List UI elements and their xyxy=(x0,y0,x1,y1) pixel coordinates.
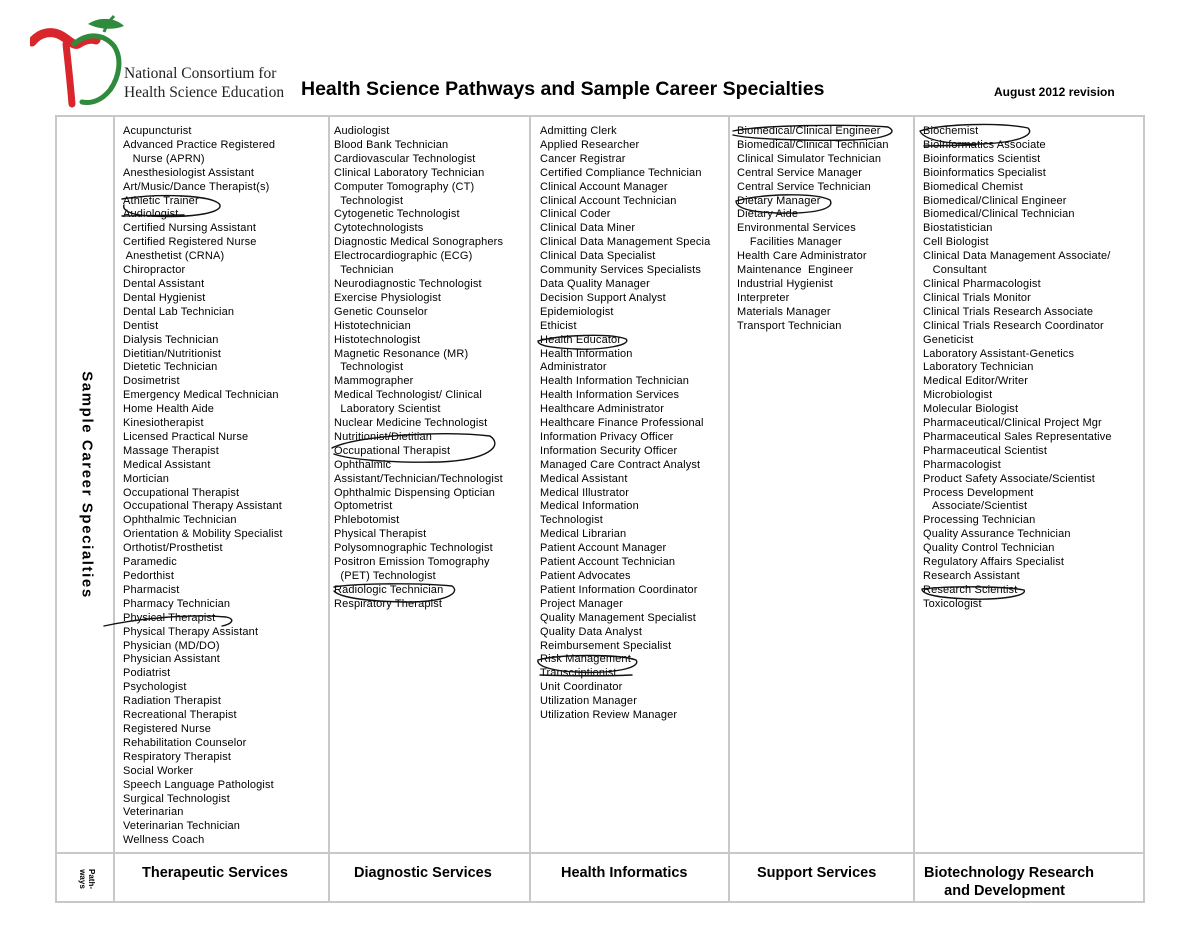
organization-name-line-1: National Consortium for xyxy=(124,65,277,82)
career-item: Quality Assurance Technician xyxy=(923,528,1071,541)
page-title: Health Science Pathways and Sample Career Specialties xyxy=(301,78,825,100)
career-item: Rehabilitation Counselor xyxy=(123,736,247,749)
career-item: Pharmaceutical Scientist xyxy=(923,444,1048,457)
career-item: Quality Control Technician xyxy=(923,542,1055,555)
career-item: Biomedical Chemist xyxy=(923,180,1023,193)
career-item: Regulatory Affairs Specialist xyxy=(923,556,1065,569)
career-item: Clinical Pharmacologist xyxy=(923,277,1041,290)
career-item: Transport Technician xyxy=(737,319,842,332)
career-item: Histotechnologist xyxy=(334,333,421,346)
career-item: Information Privacy Officer xyxy=(540,430,674,443)
career-item: Technologist xyxy=(540,514,603,527)
career-item: Clinical Simulator Technician xyxy=(737,152,882,165)
career-item: Veterinarian Technician xyxy=(123,820,240,833)
table-divider xyxy=(913,117,915,903)
career-item: Chiropractor xyxy=(123,264,186,277)
career-item: Biomedical/Clinical Technician xyxy=(737,138,889,151)
career-item: Health Care Administrator xyxy=(737,250,867,263)
career-item: Audiologist xyxy=(334,125,390,137)
career-item: Massage Therapist xyxy=(123,444,219,457)
career-item: Anesthetist (CRNA) xyxy=(123,250,225,263)
career-item: Decision Support Analyst xyxy=(540,291,666,304)
career-item: Biomedical/Clinical Engineer xyxy=(923,194,1067,207)
career-item: Technologist xyxy=(334,361,404,374)
career-item: Registered Nurse xyxy=(123,722,211,735)
career-item: Licensed Practical Nurse xyxy=(123,430,249,443)
career-item: Health Information Technician xyxy=(540,375,690,388)
career-item: Associate/Scientist xyxy=(923,500,1028,513)
career-item: Cell Biologist xyxy=(923,236,989,249)
career-item: Surgical Technologist xyxy=(123,792,230,805)
career-item: Emergency Medical Technician xyxy=(123,389,279,402)
career-item: Nutritionist/Dietitian xyxy=(334,430,433,443)
career-item: Physical Therapy Assistant xyxy=(123,625,259,638)
career-item: Pharmacy Technician xyxy=(123,597,231,610)
career-item: Acupuncturist xyxy=(123,125,192,137)
career-item: Microbiologist xyxy=(923,389,993,402)
career-item: Medical Illustrator xyxy=(540,486,630,499)
career-item: Information Security Officer xyxy=(540,444,678,457)
table-divider xyxy=(728,117,730,903)
career-item: Optometrist xyxy=(334,500,393,513)
career-item: Industrial Hygienist xyxy=(737,277,833,290)
career-item: Certified Nursing Assistant xyxy=(123,222,257,235)
career-item: Exercise Physiologist xyxy=(334,291,442,304)
career-item: Orientation & Mobility Specialist xyxy=(123,528,283,541)
career-item: Health Information xyxy=(540,347,633,360)
pathway-health-informatics: Health Informatics xyxy=(561,865,688,881)
career-item: Nurse (APRN) xyxy=(123,152,205,165)
career-item: Cytogenetic Technologist xyxy=(334,208,460,221)
career-item: Materials Manager xyxy=(737,305,831,318)
career-item: Mammographer xyxy=(334,375,414,388)
career-item: Electrocardiographic (ECG) xyxy=(334,250,473,263)
career-item: Ethicist xyxy=(540,319,577,332)
table-divider xyxy=(57,852,1143,854)
career-item: Magnetic Resonance (MR) xyxy=(334,347,469,360)
pathway-support-services: Support Services xyxy=(757,865,877,881)
career-item: Pedorthist xyxy=(123,570,175,582)
career-item: Athletic Trainer xyxy=(123,194,199,207)
career-item: Clinical Data Miner xyxy=(540,222,636,235)
career-item: Physical Therapist xyxy=(334,528,427,541)
career-item: Medical Technologist/ Clinical xyxy=(334,389,482,402)
career-item: Patient Advocates xyxy=(540,570,631,582)
career-item: Occupational Therapist xyxy=(123,486,240,499)
career-item: Medical Assistant xyxy=(540,472,628,485)
career-item: Medical Information xyxy=(540,500,639,513)
career-item: Interpreter xyxy=(737,291,790,304)
organization-name-line-2: Health Science Education xyxy=(124,84,285,101)
career-item: Transcriptionist xyxy=(540,667,617,680)
table-divider xyxy=(529,117,531,903)
support-services-careers xyxy=(737,125,909,334)
career-item: Data Quality Manager xyxy=(540,277,650,290)
career-item: Pharmaceutical Sales Representative xyxy=(923,430,1112,443)
career-item: Occupational Therapy Assistant xyxy=(123,500,282,513)
career-item: Podiatrist xyxy=(123,667,171,680)
career-item: Dentist xyxy=(123,319,159,332)
career-item: Nuclear Medicine Technologist xyxy=(334,417,488,430)
career-item: Central Service Technician xyxy=(737,180,871,193)
pathways-label-text: Path- ways xyxy=(78,868,96,889)
career-item: Managed Care Contract Analyst xyxy=(540,458,701,471)
table-divider xyxy=(328,117,330,903)
career-item: Orthotist/Prosthetist xyxy=(123,542,223,555)
career-item: Facilities Manager xyxy=(737,236,842,249)
career-item: Bioinformatics Scientist xyxy=(923,152,1041,165)
career-item: Processing Technician xyxy=(923,514,1036,527)
career-item: Histotechnician xyxy=(334,319,411,332)
biotechnology-careers xyxy=(923,125,1138,612)
career-item: Kinesiotherapist xyxy=(123,417,204,430)
career-item: Advanced Practice Registered xyxy=(123,138,276,151)
career-item: Diagnostic Medical Sonographers xyxy=(334,236,504,249)
career-item: Wellness Coach xyxy=(123,834,205,847)
career-item: Clinical Account Technician xyxy=(540,194,677,207)
career-item: Polysomnographic Technologist xyxy=(334,542,493,555)
career-item: Bioinformatics Associate xyxy=(923,138,1046,151)
career-item: Pharmaceutical/Clinical Project Mgr xyxy=(923,417,1102,430)
career-item: Veterinarian xyxy=(123,806,184,819)
pathway-therapeutic-services: Therapeutic Services xyxy=(142,865,288,881)
header xyxy=(0,0,1200,116)
career-item: Ophthalmic Dispensing Optician xyxy=(334,486,496,499)
career-item: Clinical Trials Research Associate xyxy=(923,305,1094,318)
career-item: Admitting Clerk xyxy=(540,125,617,137)
health-informatics-careers xyxy=(540,125,722,723)
career-item: Radiation Therapist xyxy=(123,695,222,708)
career-item: Community Services Specialists xyxy=(540,264,701,277)
side-label-text: Sample Career Specialties xyxy=(78,370,96,599)
career-item: Biochemist xyxy=(923,125,979,137)
career-item: Cytotechnologists xyxy=(334,222,424,235)
career-item: Health Educator xyxy=(540,333,622,346)
career-item: Administrator xyxy=(540,361,607,374)
career-item: Healthcare Finance Professional xyxy=(540,417,704,430)
career-item: Pharmacist xyxy=(123,583,180,596)
career-item: Biomedical/Clinical Engineer xyxy=(737,125,881,137)
career-item: Physical Therapist xyxy=(123,611,216,624)
career-item: Epidemiologist xyxy=(540,305,614,318)
career-item: Bioinformatics Specialist xyxy=(923,166,1046,179)
pathways-row-label xyxy=(60,856,114,901)
career-item: Dietary Manager xyxy=(737,194,821,207)
career-item: Mortician xyxy=(123,472,169,485)
career-item: Product Safety Associate/Scientist xyxy=(923,472,1096,485)
career-item: Utilization Manager xyxy=(540,695,638,708)
career-item: Medical Editor/Writer xyxy=(923,375,1029,388)
career-item: Dental Lab Technician xyxy=(123,305,235,318)
career-item: Clinical Laboratory Technician xyxy=(334,166,485,179)
career-item: (PET) Technologist xyxy=(334,570,436,582)
career-item: Computer Tomography (CT) xyxy=(334,180,475,193)
career-item: Laboratory Assistant-Genetics xyxy=(923,347,1075,360)
career-item: Paramedic xyxy=(123,556,177,569)
organization-name xyxy=(124,64,284,102)
career-item: Radiologic Technician xyxy=(334,583,444,596)
career-item: Dental Assistant xyxy=(123,277,205,290)
career-item: Physician Assistant xyxy=(123,653,221,666)
career-item: Clinical Account Manager xyxy=(540,180,668,193)
career-item: Speech Language Pathologist xyxy=(123,778,274,791)
diagnostic-services-careers xyxy=(334,125,526,612)
career-item: Quality Data Analyst xyxy=(540,625,643,638)
career-item: Certified Registered Nurse xyxy=(123,236,257,249)
career-item: Ophthalmic xyxy=(334,458,392,471)
career-item: Utilization Review Manager xyxy=(540,709,678,722)
career-item: Consultant xyxy=(923,264,987,277)
career-item: Unit Coordinator xyxy=(540,681,623,694)
career-item: Patient Account Technician xyxy=(540,556,676,569)
career-item: Medical Librarian xyxy=(540,528,627,541)
career-item: Technologist xyxy=(334,194,404,207)
therapeutic-services-careers xyxy=(123,125,328,848)
career-item: Reimbursement Specialist xyxy=(540,639,672,652)
career-item: Positron Emission Tomography xyxy=(334,556,490,569)
career-item: Process Development xyxy=(923,486,1034,499)
career-item: Cardiovascular Technologist xyxy=(334,152,476,165)
career-item: Clinical Trials Research Coordinator xyxy=(923,319,1104,332)
career-item: Healthcare Administrator xyxy=(540,403,665,416)
pathway-biotechnology-research: Biotechnology Research and Development xyxy=(924,865,1095,899)
career-item: Patient Information Coordinator xyxy=(540,583,698,596)
career-item: Genetic Counselor xyxy=(334,305,428,318)
career-item: Dental Hygienist xyxy=(123,291,206,304)
career-item: Anesthesiologist Assistant xyxy=(123,166,255,179)
side-label-sample-career-specialties xyxy=(60,117,114,852)
career-item: Recreational Therapist xyxy=(123,709,237,722)
career-item: Psychologist xyxy=(123,681,187,694)
career-item: Environmental Services xyxy=(737,222,856,235)
career-item: Molecular Biologist xyxy=(923,403,1019,416)
career-item: Art/Music/Dance Therapist(s) xyxy=(123,180,270,193)
career-item: Dietary Aide xyxy=(737,208,799,221)
career-item: Dialysis Technician xyxy=(123,333,219,346)
career-item: Biomedical/Clinical Technician xyxy=(923,208,1075,221)
career-item: Occupational Therapist xyxy=(334,444,451,457)
career-item: Applied Researcher xyxy=(540,138,640,151)
career-item: Audiologist xyxy=(123,208,179,221)
career-item: Home Health Aide xyxy=(123,403,215,416)
career-item: Quality Management Specialist xyxy=(540,611,696,624)
career-item: Ophthalmic Technician xyxy=(123,514,237,527)
career-item: Cancer Registrar xyxy=(540,152,626,165)
career-item: Clinical Data Management Associate/ xyxy=(923,250,1111,263)
career-item: Research Assistant xyxy=(923,570,1020,582)
career-item: Neurodiagnostic Technologist xyxy=(334,277,482,290)
career-item: Technician xyxy=(334,264,394,277)
career-item: Project Manager xyxy=(540,597,623,610)
career-item: Laboratory Technician xyxy=(923,361,1034,374)
career-item: Research Scientist xyxy=(923,583,1018,596)
career-item: Patient Account Manager xyxy=(540,542,667,555)
career-item: Geneticist xyxy=(923,333,974,346)
career-item: Biostatistician xyxy=(923,222,993,235)
career-item: Clinical Data Management Specia xyxy=(540,236,711,249)
career-item: Dosimetrist xyxy=(123,375,180,388)
pathway-diagnostic-services: Diagnostic Services xyxy=(354,865,492,881)
career-item: Clinical Data Specialist xyxy=(540,250,656,263)
career-item: Pharmacologist xyxy=(923,458,1001,471)
career-item: Social Worker xyxy=(123,764,194,777)
career-item: Toxicologist xyxy=(923,597,982,610)
career-item: Assistant/Technician/Technologist xyxy=(334,472,503,485)
career-item: Maintenance Engineer xyxy=(737,264,854,277)
career-item: Medical Assistant xyxy=(123,458,211,471)
career-item: Clinical Trials Monitor xyxy=(923,291,1031,304)
career-item: Dietitian/Nutritionist xyxy=(123,347,222,360)
career-item: Certified Compliance Technician xyxy=(540,166,702,179)
revision-date: August 2012 revision xyxy=(994,85,1115,99)
career-item: Health Information Services xyxy=(540,389,680,402)
consortium-logo-icon xyxy=(30,14,126,110)
career-item: Dietetic Technician xyxy=(123,361,218,374)
career-item: Central Service Manager xyxy=(737,166,863,179)
career-item: Phlebotomist xyxy=(334,514,400,527)
career-item: Clinical Coder xyxy=(540,208,611,221)
career-item: Risk Management xyxy=(540,653,631,666)
career-item: Respiratory Therapist xyxy=(123,750,232,763)
career-item: Physician (MD/DO) xyxy=(123,639,220,652)
career-item: Laboratory Scientist xyxy=(334,403,441,416)
career-item: Respiratory Therapist xyxy=(334,597,443,610)
career-item: Blood Bank Technician xyxy=(334,138,449,151)
